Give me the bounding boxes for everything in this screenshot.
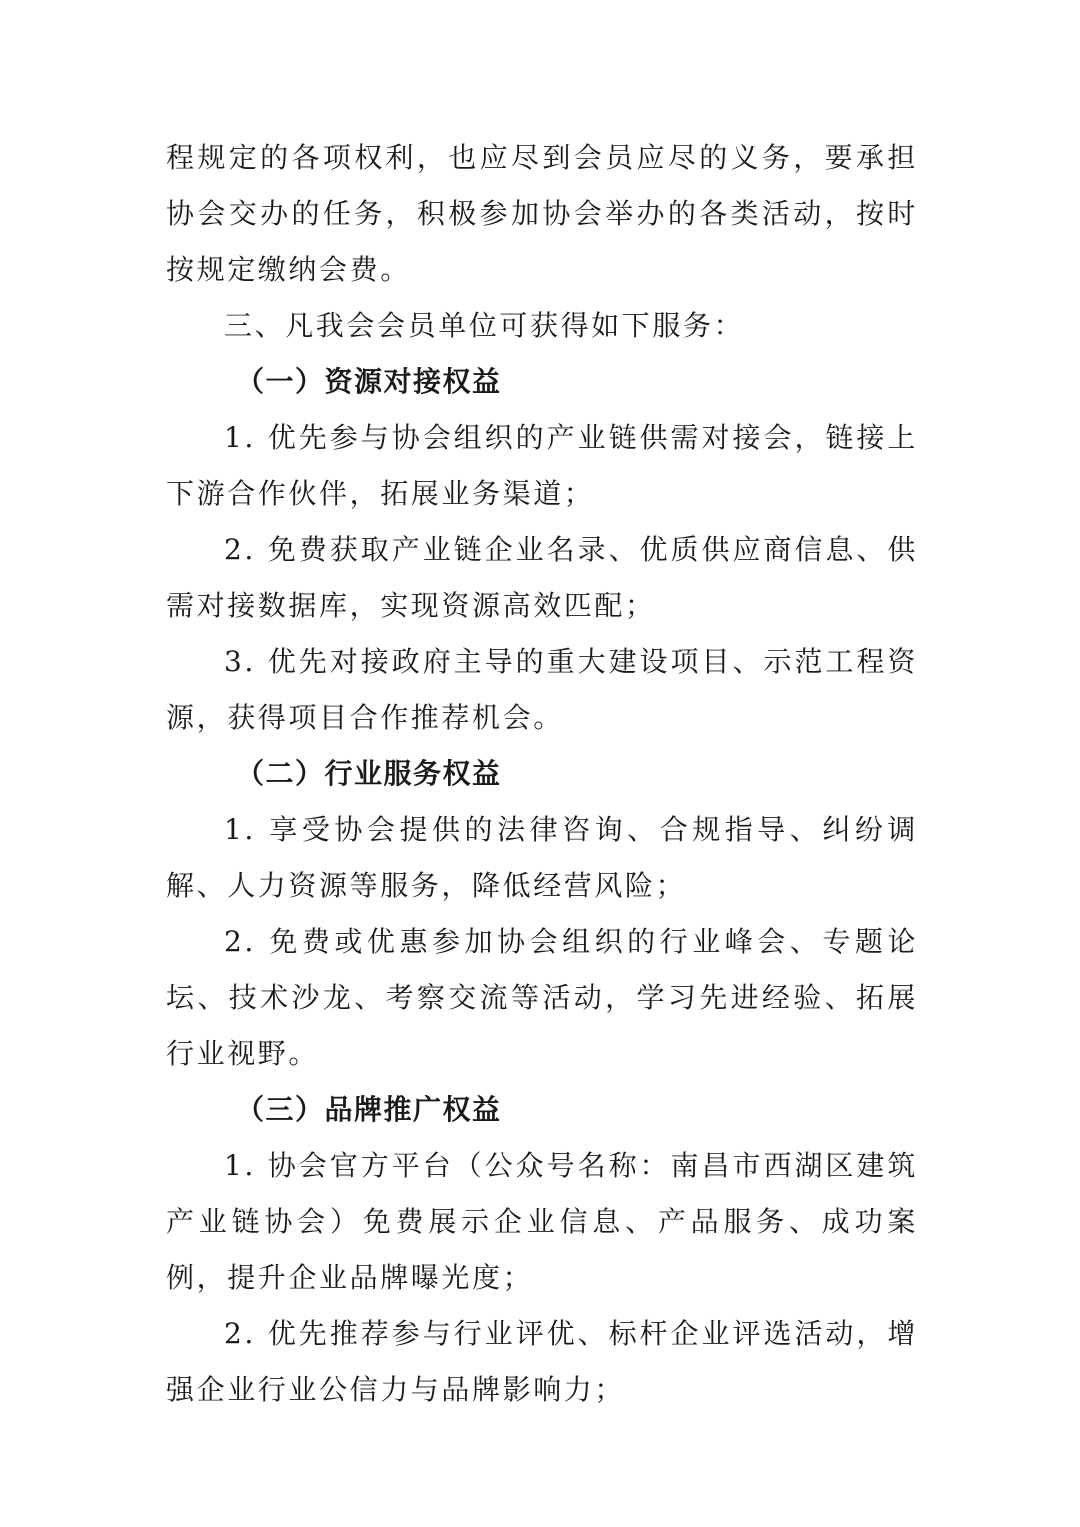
paragraph-services-intro: 三、凡我会会员单位可获得如下服务：: [224, 309, 745, 342]
document-body: [166, 130, 918, 1418]
section-heading-industry-service: （二）行业服务权益: [236, 757, 502, 790]
list-item-resource-2: 2. 免费获取产业链企业名录、优质供应商信息、供需对接数据库，实现资源高效匹配；: [166, 533, 918, 622]
paragraph-continuation: 程规定的各项权利，也应尽到会员应尽的义务，要承担协会交办的任务，积极参加协会举办的各类活动，按时按规定缴纳会费。: [166, 141, 918, 286]
section-heading-brand: （三）品牌推广权益: [236, 1093, 502, 1126]
list-item-industry-1: 1. 享受协会提供的法律咨询、合规指导、纠纷调解、人力资源等服务，降低经营风险；: [166, 813, 918, 902]
list-item-brand-1: 1. 协会官方平台（公众号名称：南昌市西湖区建筑产业链协会）免费展示企业信息、产品服务、成功案例，提升企业品牌曝光度；: [166, 1149, 918, 1294]
list-item-resource-3: 3. 优先对接政府主导的重大建设项目、示范工程资源，获得项目合作推荐机会。: [166, 645, 918, 734]
list-item-industry-2: 2. 免费或优惠参加协会组织的行业峰会、专题论坛、技术沙龙、考察交流等活动，学习先进经验、拓展行业视野。: [166, 925, 918, 1070]
section-heading-resource: （一）资源对接权益: [236, 365, 502, 398]
list-item-brand-2: 2. 优先推荐参与行业评优、标杆企业评选活动，增强企业行业公信力与品牌影响力；: [166, 1317, 918, 1406]
list-item-resource-1: 1. 优先参与协会组织的产业链供需对接会，链接上下游合作伙伴，拓展业务渠道；: [166, 421, 918, 510]
